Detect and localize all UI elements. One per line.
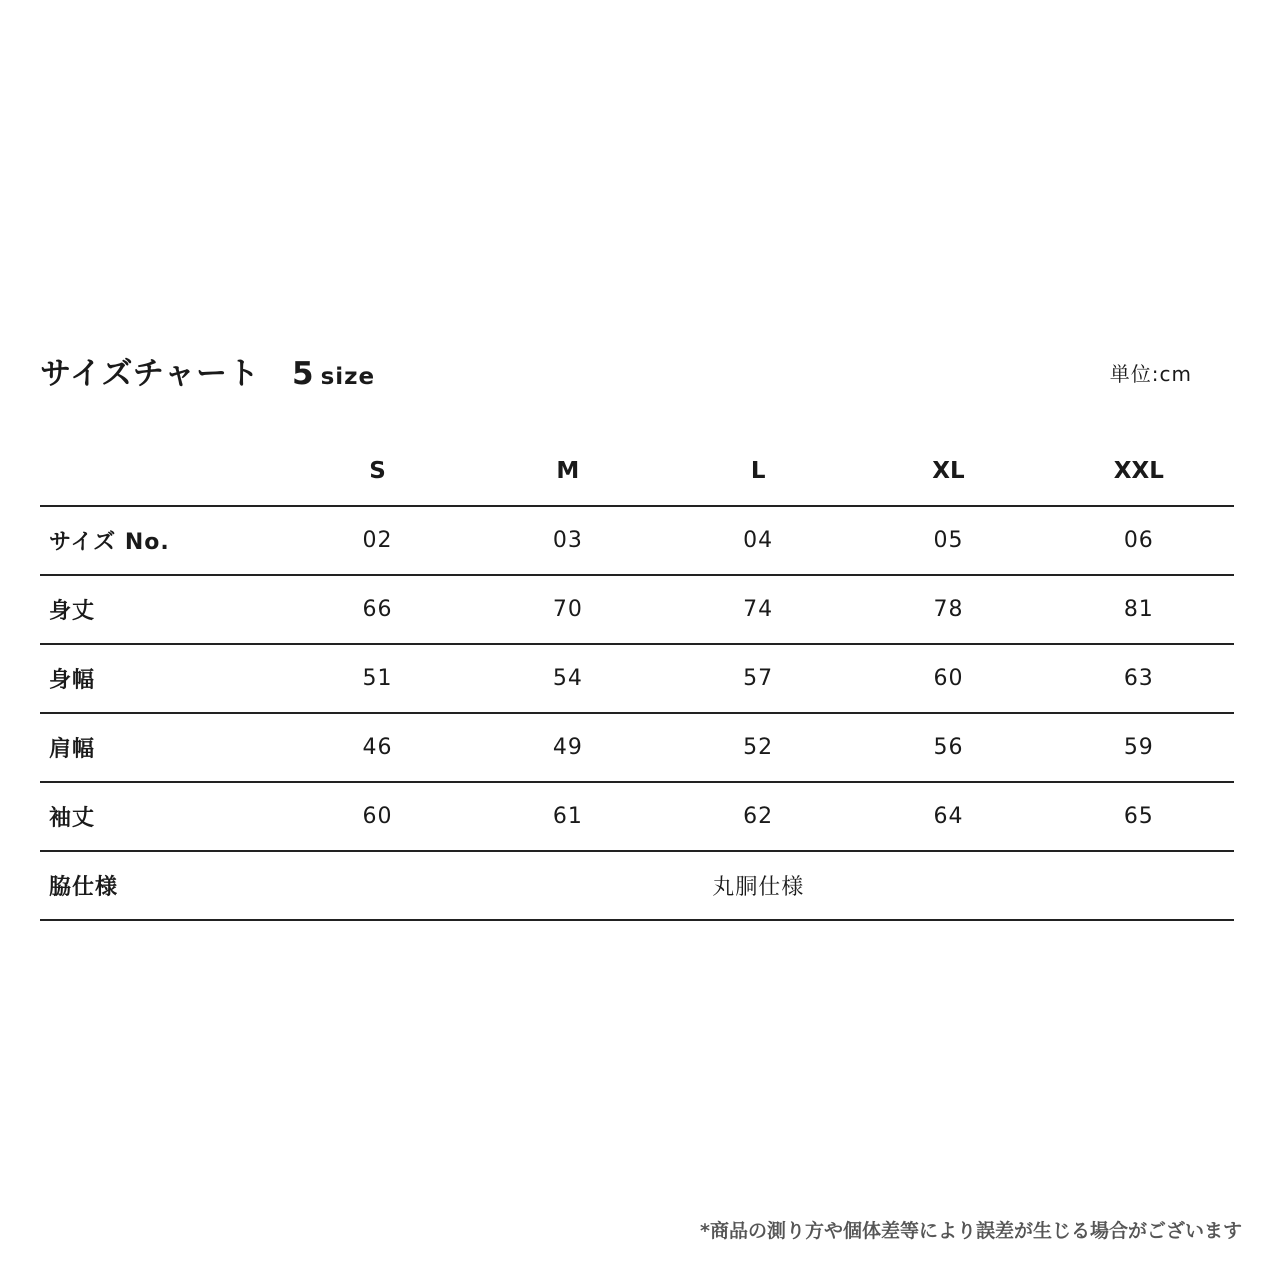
table-cell: 78 bbox=[933, 597, 964, 622]
title-row bbox=[40, 348, 1240, 398]
table-row bbox=[40, 644, 1234, 713]
table-cell: 60 bbox=[362, 804, 393, 829]
row-label-side-spec: 脇仕様 bbox=[49, 875, 119, 900]
size-word: size bbox=[320, 364, 376, 390]
side-spec-value: 丸胴仕様 bbox=[712, 875, 805, 900]
table-cell: 46 bbox=[362, 735, 393, 760]
table-cell: 52 bbox=[743, 735, 774, 760]
column-header-xxl: XXL bbox=[1113, 457, 1164, 484]
table-cell: 56 bbox=[933, 735, 964, 760]
page-title bbox=[40, 348, 375, 393]
table-cell: 54 bbox=[552, 666, 583, 691]
table-cell: 03 bbox=[552, 528, 583, 553]
table-cell: 49 bbox=[552, 735, 583, 760]
size-chart-table bbox=[40, 436, 1234, 921]
table-cell: 59 bbox=[1123, 735, 1154, 760]
table-cell: 05 bbox=[933, 528, 964, 553]
table-cell: 66 bbox=[362, 597, 393, 622]
table-cell: 63 bbox=[1123, 666, 1154, 691]
table-cell: 57 bbox=[743, 666, 774, 691]
table-cell: 64 bbox=[933, 804, 964, 829]
table-row bbox=[40, 506, 1234, 575]
table-cell: 74 bbox=[743, 597, 774, 622]
table-cell: 51 bbox=[362, 666, 393, 691]
table-cell: 61 bbox=[552, 804, 583, 829]
corner-cell bbox=[40, 436, 282, 506]
table-cell: 02 bbox=[362, 528, 393, 553]
row-label-body-width: 身幅 bbox=[49, 668, 96, 693]
row-label-body-length: 身丈 bbox=[49, 599, 96, 624]
table-cell: 70 bbox=[552, 597, 583, 622]
table-cell: 65 bbox=[1123, 804, 1154, 829]
header-row bbox=[40, 436, 1234, 506]
table-row bbox=[40, 575, 1234, 644]
column-header-xl: XL bbox=[932, 457, 965, 484]
unit-label: 単位:cm bbox=[1109, 362, 1192, 386]
table-cell: 81 bbox=[1123, 597, 1154, 622]
table-row bbox=[40, 851, 1234, 920]
size-count: 5 bbox=[291, 356, 315, 392]
footnote: *商品の測り方や個体差等により誤差が生じる場合がございます bbox=[700, 1220, 1242, 1242]
row-label-size-no: サイズ No. bbox=[49, 530, 170, 555]
table-row bbox=[40, 782, 1234, 851]
title-text: サイズチャート bbox=[40, 356, 260, 392]
column-header-l: L bbox=[750, 457, 766, 484]
column-header-m: M bbox=[556, 457, 580, 484]
table-row bbox=[40, 713, 1234, 782]
row-label-sleeve-length: 袖丈 bbox=[49, 806, 96, 831]
table-cell: 04 bbox=[743, 528, 774, 553]
column-header-s: S bbox=[369, 457, 386, 484]
row-label-shoulder-width: 肩幅 bbox=[49, 737, 96, 762]
table-cell: 60 bbox=[933, 666, 964, 691]
table-cell: 06 bbox=[1123, 528, 1154, 553]
table-cell: 62 bbox=[743, 804, 774, 829]
